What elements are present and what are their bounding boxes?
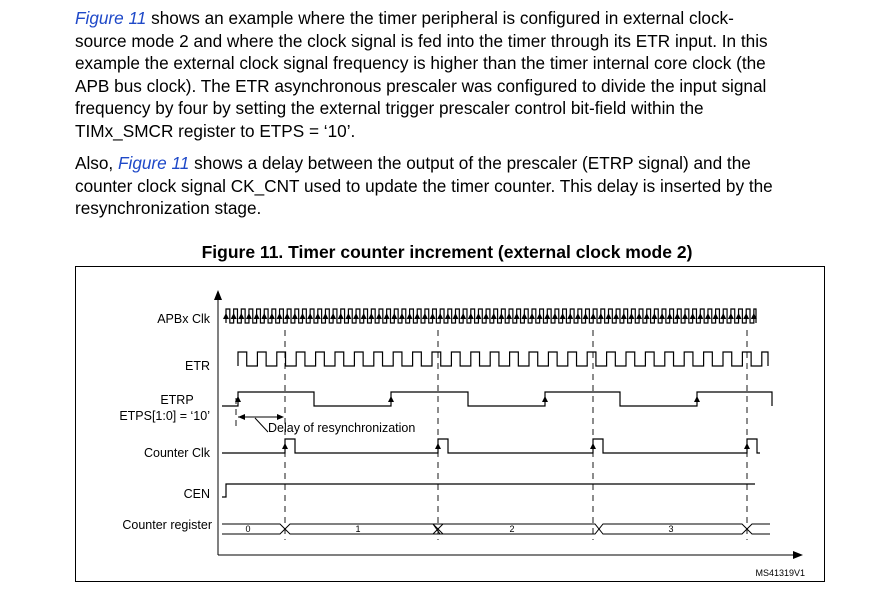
delay-leader — [255, 418, 268, 432]
figure-title: Figure 11. Timer counter increment (external clock mode 2) — [201, 242, 693, 262]
paragraph-1-line-1-text: shows an example where the timer peripheral is configured in external clock- — [146, 8, 734, 28]
etrp-rising-edge-arrow — [542, 396, 548, 402]
delay-annotation: Delay of resynchronization — [268, 421, 416, 435]
cen-label: CEN — [183, 487, 210, 501]
counter-value-0: 0 — [245, 524, 251, 534]
delay-arrow-left-head — [238, 414, 245, 420]
counter-value-2: 2 — [509, 524, 515, 534]
etps-label: ETPS[1:0] = ‘10’ — [119, 409, 210, 423]
time-axis-up-arrow — [214, 290, 222, 300]
counter-clk-rising-edge-arrow — [744, 443, 750, 449]
counter-register-label: Counter register — [122, 518, 212, 532]
paragraph-1-line-2: source mode 2 and where the clock signal is fed into the timer through its ETR input. In this — [75, 30, 768, 51]
counter-value-3: 3 — [668, 524, 674, 534]
etrp-waveform — [222, 392, 772, 406]
counter-clk-rising-edge-arrow — [282, 443, 288, 449]
etr-label: ETR — [185, 359, 210, 373]
etrp-rising-edge-arrow — [694, 396, 700, 402]
figure-ref-code: MS41319V1 — [755, 568, 805, 578]
time-axis-right-arrow — [793, 551, 803, 559]
paragraph-2-line-2: counter clock signal CK_CNT used to update the timer counter. This delay is inserted by the — [75, 175, 773, 196]
cen-waveform — [222, 484, 755, 497]
etrp-rising-edge-arrow — [388, 396, 394, 402]
paragraph-1-line-6: TIMx_SMCR register to ETPS = ‘10’. — [75, 120, 356, 141]
counter-clk-rising-edge-arrow — [435, 443, 441, 449]
apb-clk-label: APBx Clk — [157, 312, 210, 326]
paragraph-1-line-4: APB bus clock). The ETR asynchronous prescaler was configured to divide the input signal — [75, 75, 767, 96]
counter-register-bus-lower — [222, 524, 770, 534]
counter-clk-rising-edge-arrow — [590, 443, 596, 449]
counter-register-bus — [222, 524, 770, 534]
figure-11-link[interactable]: Figure 11 — [118, 153, 190, 173]
counter-clk-waveform — [222, 439, 760, 453]
counter-clk-label: Counter Clk — [144, 446, 210, 460]
paragraph-2-line-1-text: shows a delay between the output of the prescaler (ETRP signal) and the — [189, 153, 751, 173]
timing-guides — [236, 330, 747, 540]
paragraph-1-line-5: frequency by four by setting the external trigger prescaler control bit-field within the — [75, 98, 704, 119]
paragraph-2-line-1-pre: Also, — [75, 153, 118, 173]
delay-arrow-right-head — [277, 414, 284, 420]
etrp-label: ETRP — [160, 393, 194, 407]
paragraph-2-line-3: resynchronization stage. — [75, 198, 262, 219]
counter-value-1: 1 — [355, 524, 361, 534]
etr-waveform — [238, 352, 768, 366]
figure-11-link[interactable]: Figure 11 — [75, 8, 147, 28]
paragraph-1-line-3: example the external clock signal frequency is higher than the timer internal core clock (the — [75, 53, 766, 74]
